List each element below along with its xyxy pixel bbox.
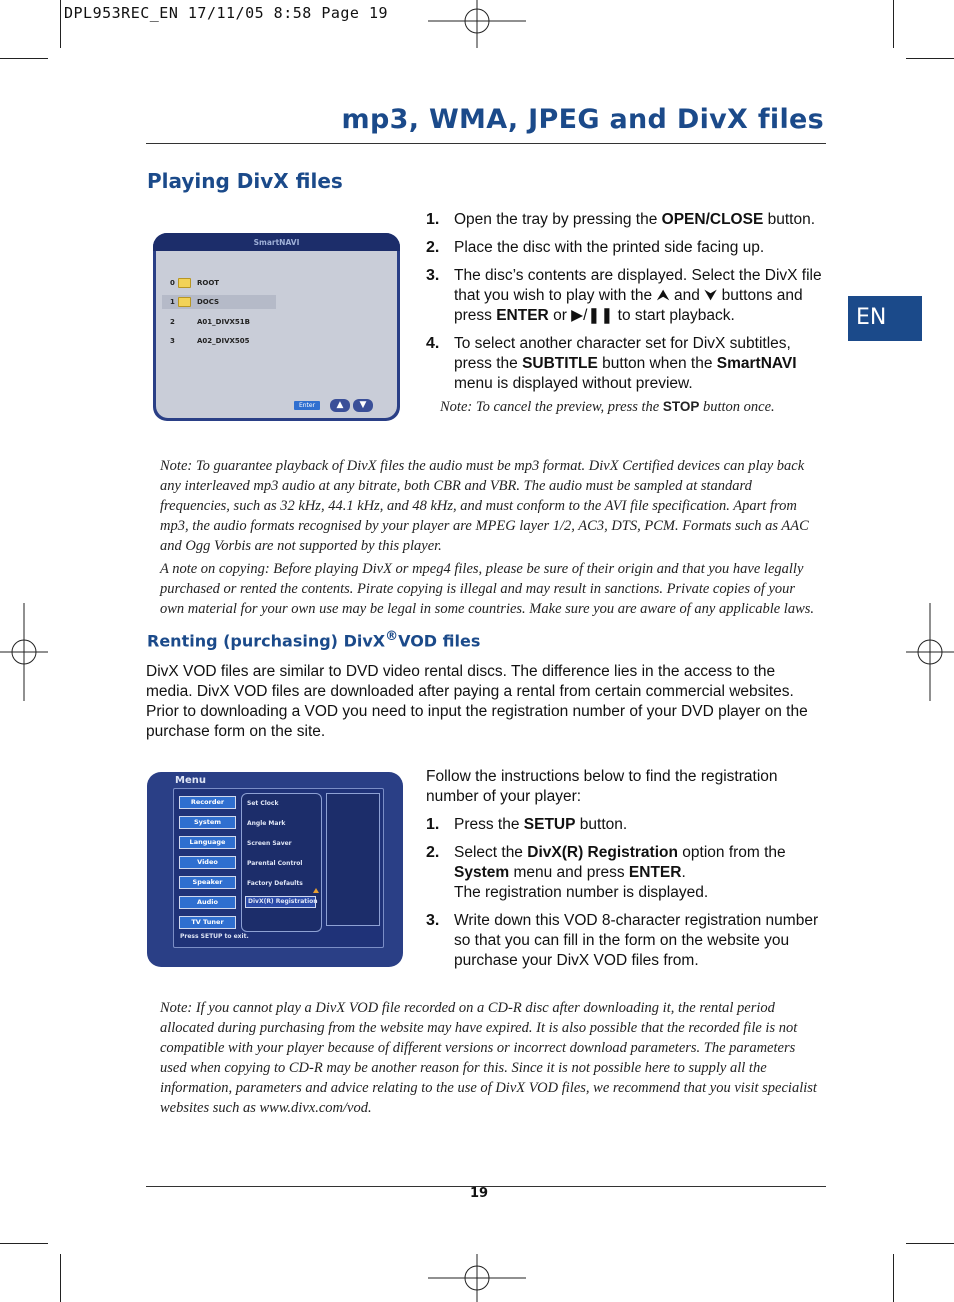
step-key: System [454,864,510,881]
note-preview [440,397,830,417]
registered-mark: ® [385,629,399,644]
row-index: 2 [170,318,175,326]
preview-pane [326,793,380,926]
step-text: or ▶/❚❚ to start playback. [548,307,735,324]
registration-mark-top [428,0,526,48]
step-key: SUBTITLE [522,355,598,372]
playing-steps [426,210,826,402]
step-number: 3. [426,912,440,929]
step-text: Open the tray by pressing the [454,211,662,228]
submenu-item[interactable]: Set Clock [247,800,279,807]
step-number: 2. [426,844,440,861]
note-text: button once. [699,399,775,415]
crop-mark [906,1243,954,1244]
up-arrow-icon[interactable]: ▲ [330,399,350,412]
follow-intro: Follow the instructions below to find the registration number of your player: [426,768,778,805]
menu-button-video[interactable]: Video [179,856,236,869]
crop-mark [0,58,48,59]
menu-button-tv-tuner[interactable]: TV Tuner [179,916,236,929]
renting-title-text: Renting (purchasing) DivX [147,631,386,651]
crop-mark [906,58,954,59]
step-item [426,238,826,258]
renting-title-text: VOD files [398,631,481,651]
step-text: button. [763,211,816,228]
menu-button-speaker[interactable]: Speaker [179,876,236,889]
registration-mark-left [0,603,48,701]
step-text: menu is displayed without preview. [454,375,693,392]
smartnavi-panel [156,251,397,418]
row-index: 0 [170,279,175,287]
smartnavi-screen [153,233,400,421]
scroll-up-icon [313,888,319,893]
step-text: To select another character set for DivX subtitles, press the [454,335,791,372]
file-name: DOCS [197,298,220,306]
folder-icon [178,297,191,307]
crop-mark [893,1254,894,1302]
registration-mark-right [906,603,954,701]
submenu-item-divx-registration[interactable]: DivX(R) Registration [245,896,316,908]
step-text: Write down this VOD 8-character registration number so that you can fill in the form on the website you purchase your DivX VOD files from. [454,912,819,969]
language-tab: EN [848,296,922,341]
step-key: ENTER [496,307,549,324]
step-number: 4. [426,335,440,352]
system-submenu [241,793,322,932]
step-text: . [681,864,686,881]
title-rule [146,143,826,144]
row-index: 1 [170,298,175,306]
section-title: Playing DivX files [147,169,343,193]
menu-button-system[interactable]: System [179,816,236,829]
step-text: The registration number is displayed. [454,884,709,901]
step-text: Select the [454,844,528,861]
registration-mark-bottom [428,1254,526,1302]
renting-body: DivX VOD files are similar to DVD video rental discs. The difference lies in the access to the media. DivX VOD files are downloaded after paying a rental from certain commercial websites. Prior to downloading a VOD you need to input the registration number of your DVD player on the purchase form on the site. [146,663,808,740]
step-text: button. [575,816,628,833]
folder-icon [178,278,191,288]
step-key: DivX(R) Registration [527,844,678,861]
menu-button-audio[interactable]: Audio [179,896,236,909]
submenu-item[interactable]: Parental Control [247,860,303,867]
file-name: A01_DIVX51B [197,318,250,326]
setup-menu-screen [147,772,403,967]
step-item [426,911,826,971]
smartnavi-header: SmartNAVI [153,233,400,251]
submenu-item[interactable]: Factory Defaults [247,880,303,887]
step-text: The disc’s contents are displayed. Select the DivX file that you wish to play with the ⮝ and ⮟ buttons and press [454,267,822,324]
crop-mark [60,1254,61,1302]
submenu-item[interactable]: Angle Mark [247,820,286,827]
step-key: SmartNAVI [716,355,797,372]
menu-title: Menu [175,775,206,786]
submenu-item[interactable]: Screen Saver [247,840,292,847]
note-copying: A note on copying: Before playing DivX or mpeg4 files, please be sure of their origin and that you have legally purchased or rented the contents. Pirate copying is illegal and may result in sanctions. Private copies of your own material for your own use may be legal in some countries. Make sure you are aware of any applicable laws. [160,561,815,617]
menu-button-language[interactable]: Language [179,836,236,849]
step-text: button when the [597,355,717,372]
note-vod: Note: If you cannot play a DivX VOD file recorded on a CD-R disc after downloading it, the rental period allocated during purchasing from the website may have expired. It is also possible that the recorded file is not compatible with your player because of different versions or incorrect download parameters. The parameters used when copying to CD-R may be another reason for this. Since it is not possible here to supply all the information, parameters and advice relating to the use of DivX VOD files, we recommend that you visit specialist websites such as www.divx.com/vod. [160,1000,817,1116]
registration-steps [426,815,826,979]
step-item [426,815,826,835]
page-number: 19 [470,1186,489,1201]
step-item [426,210,826,230]
step-text: Press the [454,816,524,833]
file-name: ROOT [197,279,220,287]
note-key: STOP [662,399,700,414]
step-key: ENTER [628,864,682,881]
step-item [426,266,826,326]
step-text: Place the disc with the printed side facing up. [454,239,765,256]
step-text: menu and press [509,864,629,881]
step-number: 2. [426,239,440,256]
step-key: SETUP [523,816,576,833]
step-number: 3. [426,267,440,284]
setup-menu-panel [173,788,384,948]
step-text: option from the [677,844,786,861]
step-item [426,843,826,903]
step-number: 1. [426,211,440,228]
crop-mark [893,0,894,48]
down-arrow-icon[interactable]: ▼ [353,399,373,412]
step-item [426,334,826,394]
crop-mark [60,0,61,48]
menu-button-recorder[interactable]: Recorder [179,796,236,809]
crop-mark [0,1243,48,1244]
renting-title [147,629,480,650]
step-key: OPEN/CLOSE [661,211,764,228]
step-number: 1. [426,816,440,833]
page-title: mp3, WMA, JPEG and DivX files [341,104,824,135]
printer-slug: DPL953REC_EN 17/11/05 8:58 Page 19 [64,4,389,22]
note-text: Note: To cancel the preview, press the [440,399,663,415]
row-index: 3 [170,337,175,345]
menu-footer: Press SETUP to exit. [180,933,249,940]
enter-button[interactable]: Enter [294,401,320,410]
note-mp3: Note: To guarantee playback of DivX files the audio must be mp3 format. DivX Certified devices can play back any interleaved mp3 audio at any bitrate, both CBR and VBR. The audio must be sampled at standard frequencies, such as 32 kHz, 44.1 kHz, and 48 kHz, and must conform to the AVI file specification. Apart from mp3, the audio formats recognised by your player are MPEG layer 1/2, AC3, DTS, PCM. Formats such as AAC and Ogg Vorbis are not supported by this player. [160,458,809,554]
file-name: A02_DIVX505 [197,337,250,345]
